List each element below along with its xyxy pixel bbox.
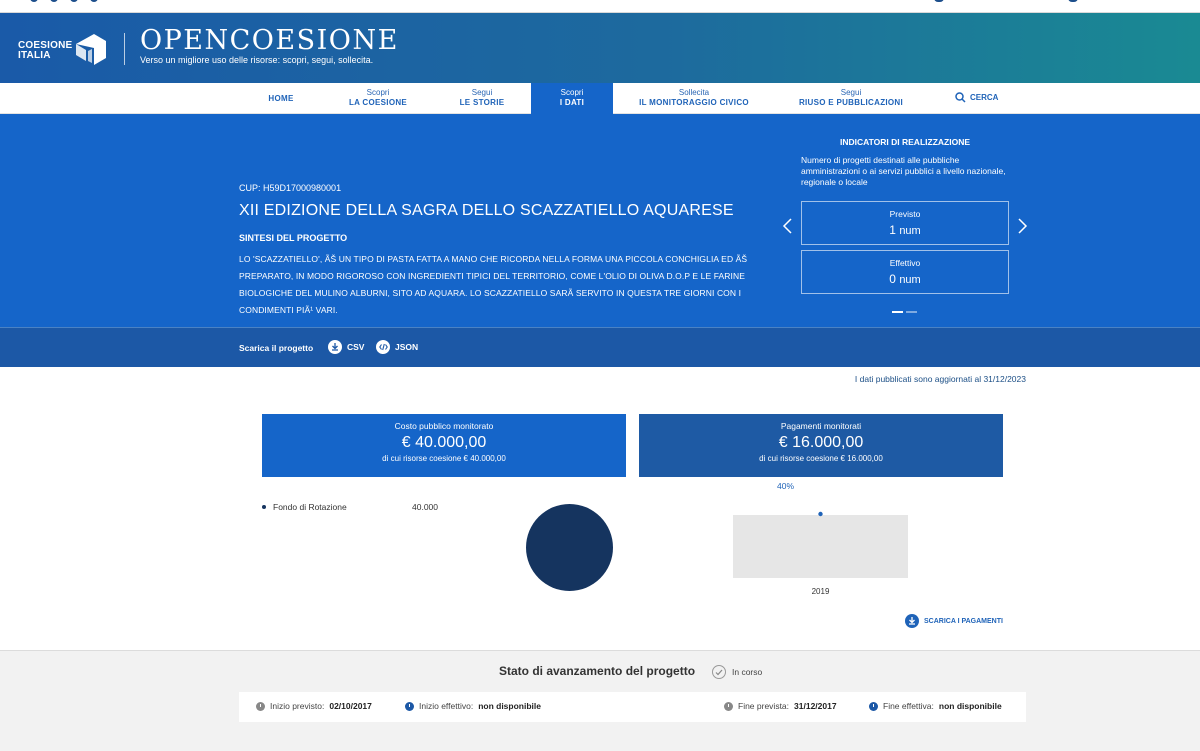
- project-title: XII EDIZIONE DELLA SAGRA DELLO SCAZZATIELLO AQUARESE: [239, 202, 734, 219]
- stato-avanzamento: [0, 650, 1200, 751]
- social-icon[interactable]: [30, 0, 38, 2]
- pie-slice-fondo-di-rotazione[interactable]: [526, 504, 613, 591]
- indicator-unit: num: [899, 225, 921, 237]
- pagamenti-title: Pagamenti monitorati: [780, 421, 862, 431]
- costo-title: Costo pubblico monitorato: [394, 421, 494, 431]
- site-header: [0, 13, 1200, 83]
- logo-line2: ITALIA: [18, 50, 51, 61]
- nav-sollecita-monitoraggio[interactable]: [630, 83, 758, 114]
- date-value: non disponibile: [478, 701, 541, 711]
- nav-scopri-coesione[interactable]: [330, 83, 426, 114]
- coesione-italia-logo[interactable]: [18, 41, 72, 61]
- project-hero: [0, 114, 1200, 327]
- fonte-label: Fondo di Rotazione: [273, 502, 347, 512]
- check-icon: [712, 665, 726, 679]
- indicator-previsto: [801, 201, 1009, 245]
- download-csv-label: CSV: [347, 342, 365, 352]
- code-icon: [376, 340, 390, 354]
- indicator-unit: num: [899, 274, 921, 286]
- clock-icon: [405, 702, 414, 711]
- data-update-notice: I dati pubblicati sono aggiornati al 31/12/2023: [854, 374, 1026, 384]
- legend-bullet: [262, 505, 266, 509]
- social-icon[interactable]: [50, 0, 58, 2]
- pagamenti-bar-chart: [730, 478, 910, 603]
- date-label: Inizio effettivo:: [419, 701, 474, 711]
- nav-small-label: Scopri: [560, 88, 584, 97]
- nav-big-label: LA COESIONE: [348, 98, 408, 107]
- clock-icon: [724, 702, 733, 711]
- language-icon[interactable]: [934, 0, 944, 2]
- indicator-label: Previsto: [889, 209, 921, 219]
- project-cup: CUP: H59D17000980001: [239, 183, 342, 193]
- dates-bar: [239, 692, 1026, 722]
- nav-scopri-dati[interactable]: [531, 83, 613, 114]
- coesione-logo-icon: [72, 30, 108, 66]
- date-label: Fine effettiva:: [883, 701, 934, 711]
- download-icon: [328, 340, 342, 354]
- date-value: 31/12/2017: [794, 701, 837, 711]
- fonti-pie-chart: [526, 504, 613, 591]
- synthesis-heading: SINTESI DEL PROGETTO: [239, 233, 348, 243]
- nav-segui-storie[interactable]: [444, 83, 520, 114]
- indicators-description: Numero di progetti destinati alle pubbliche amministrazioni o ai servizi pubblici a livello nazionale, regionale o locale: [801, 155, 1006, 187]
- stato-title: Stato di avanzamento del progetto: [499, 664, 696, 678]
- costo-sub: di cui risorse coesione € 40.000,00: [382, 454, 506, 463]
- fonte-legend: [262, 502, 438, 512]
- search-icon: [955, 92, 966, 103]
- pagamenti-card: [639, 414, 1003, 477]
- pagamenti-sub: di cui risorse coesione € 16.000,00: [759, 454, 883, 463]
- search-label: CERCA: [970, 93, 999, 102]
- indicator-value: [802, 223, 1008, 237]
- download-label: Scarica il progetto: [239, 343, 314, 353]
- nav-search[interactable]: [955, 92, 998, 103]
- social-icons: [30, 0, 98, 2]
- browser-top-strip: [0, 0, 1200, 13]
- date-label: Fine prevista:: [738, 701, 790, 711]
- bar-tick-label: 2019: [811, 587, 830, 596]
- social-icon[interactable]: [70, 0, 78, 2]
- scarica-pagamenti-button[interactable]: [905, 614, 1003, 628]
- social-icon[interactable]: [90, 0, 98, 2]
- account-icon[interactable]: [1068, 0, 1078, 2]
- fonte-value: 40.000: [412, 502, 438, 512]
- clock-icon: [256, 702, 265, 711]
- nav-big-label: I DATI: [559, 98, 585, 107]
- bar-point-2019[interactable]: [818, 512, 822, 516]
- date-value: 02/10/2017: [329, 701, 372, 711]
- fine-prevista: [724, 701, 837, 711]
- stato-status: [712, 665, 762, 679]
- pagamenti-value: € 16.000,00: [778, 434, 864, 451]
- stato-status-label: In corso: [732, 667, 763, 677]
- nav-small-label: Scopri: [366, 88, 390, 97]
- date-label: Inizio previsto:: [270, 701, 325, 711]
- indicator-effettivo: [801, 250, 1009, 294]
- nav-home[interactable]: [250, 83, 312, 114]
- nav-segui-riuso[interactable]: [792, 83, 910, 114]
- inizio-previsto: [256, 701, 372, 711]
- logo-line1: COESIONE: [18, 40, 73, 51]
- chevron-left-icon[interactable]: [781, 217, 795, 235]
- scarica-pagamenti-label: SCARICA I PAGAMENTI: [924, 617, 1003, 625]
- slider-pagination: [892, 311, 917, 313]
- synthesis-text: LO 'SCAZZATIELLO', ÃŠ UN TIPO DI PASTA FATTA A MANO CHE RICORDA NELLA FORMA UNA PICCOLA CONCHIGLIA ED ÃŠ PREPARATO, IN MODO RIGOROSO CON INGREDIENTI TIPICI DEL TERRITORIO, COME L'OLIO DI OLIVA D.O.P E LE FARINE BIOLOGICHE DEL MULINO ALBURNI, SITO AD AQUARA. LO SCAZZATIELLO SARÃ SERVITO IN QUESTA TRE GIORNI CON I CONDIMENTI PIÃ¹ VARI.: [239, 254, 748, 315]
- nav-small-label: Sollecita: [678, 88, 710, 97]
- nav-big-label: RIUSO E PUBBLICAZIONI: [798, 98, 904, 107]
- chevron-right-icon[interactable]: [1015, 217, 1029, 235]
- bar-plot-background: [733, 515, 908, 578]
- costo-card: [262, 414, 626, 477]
- costo-value: € 40.000,00: [401, 434, 487, 451]
- download-icon: [905, 614, 919, 628]
- fine-effettiva: [869, 701, 1002, 711]
- nav-small-label: Segui: [840, 88, 862, 97]
- indicators-title: INDICATORI DI REALIZZAZIONE: [839, 137, 970, 147]
- download-csv-button[interactable]: [328, 340, 364, 354]
- inizio-effettivo: [405, 701, 541, 711]
- nav-home-label: HOME: [268, 94, 294, 103]
- indicator-number: 1: [889, 223, 896, 237]
- indicator-value: [802, 272, 1008, 286]
- slider-dot-active[interactable]: [892, 311, 903, 313]
- indicator-label: Effettivo: [889, 258, 921, 268]
- nav-small-label: Segui: [471, 88, 493, 97]
- nav-big-label: IL MONITORAGGIO CIVICO: [639, 98, 749, 107]
- indicator-number: 0: [889, 272, 896, 286]
- logo-separator: [124, 33, 125, 65]
- main-nav: [0, 83, 1200, 114]
- site-brand[interactable]: OPENCOESIONE: [140, 25, 399, 56]
- bar-value-label: 40%: [776, 481, 795, 491]
- download-bar: [0, 327, 1200, 367]
- slider-dot[interactable]: [906, 311, 917, 313]
- clock-icon: [869, 702, 878, 711]
- download-json-button[interactable]: [376, 340, 418, 354]
- site-tagline: Verso un migliore uso delle risorse: scopri, segui, sollecita.: [140, 55, 374, 65]
- nav-big-label: LE STORIE: [459, 98, 505, 107]
- download-json-label: JSON: [395, 342, 419, 352]
- date-value: non disponibile: [938, 701, 1002, 711]
